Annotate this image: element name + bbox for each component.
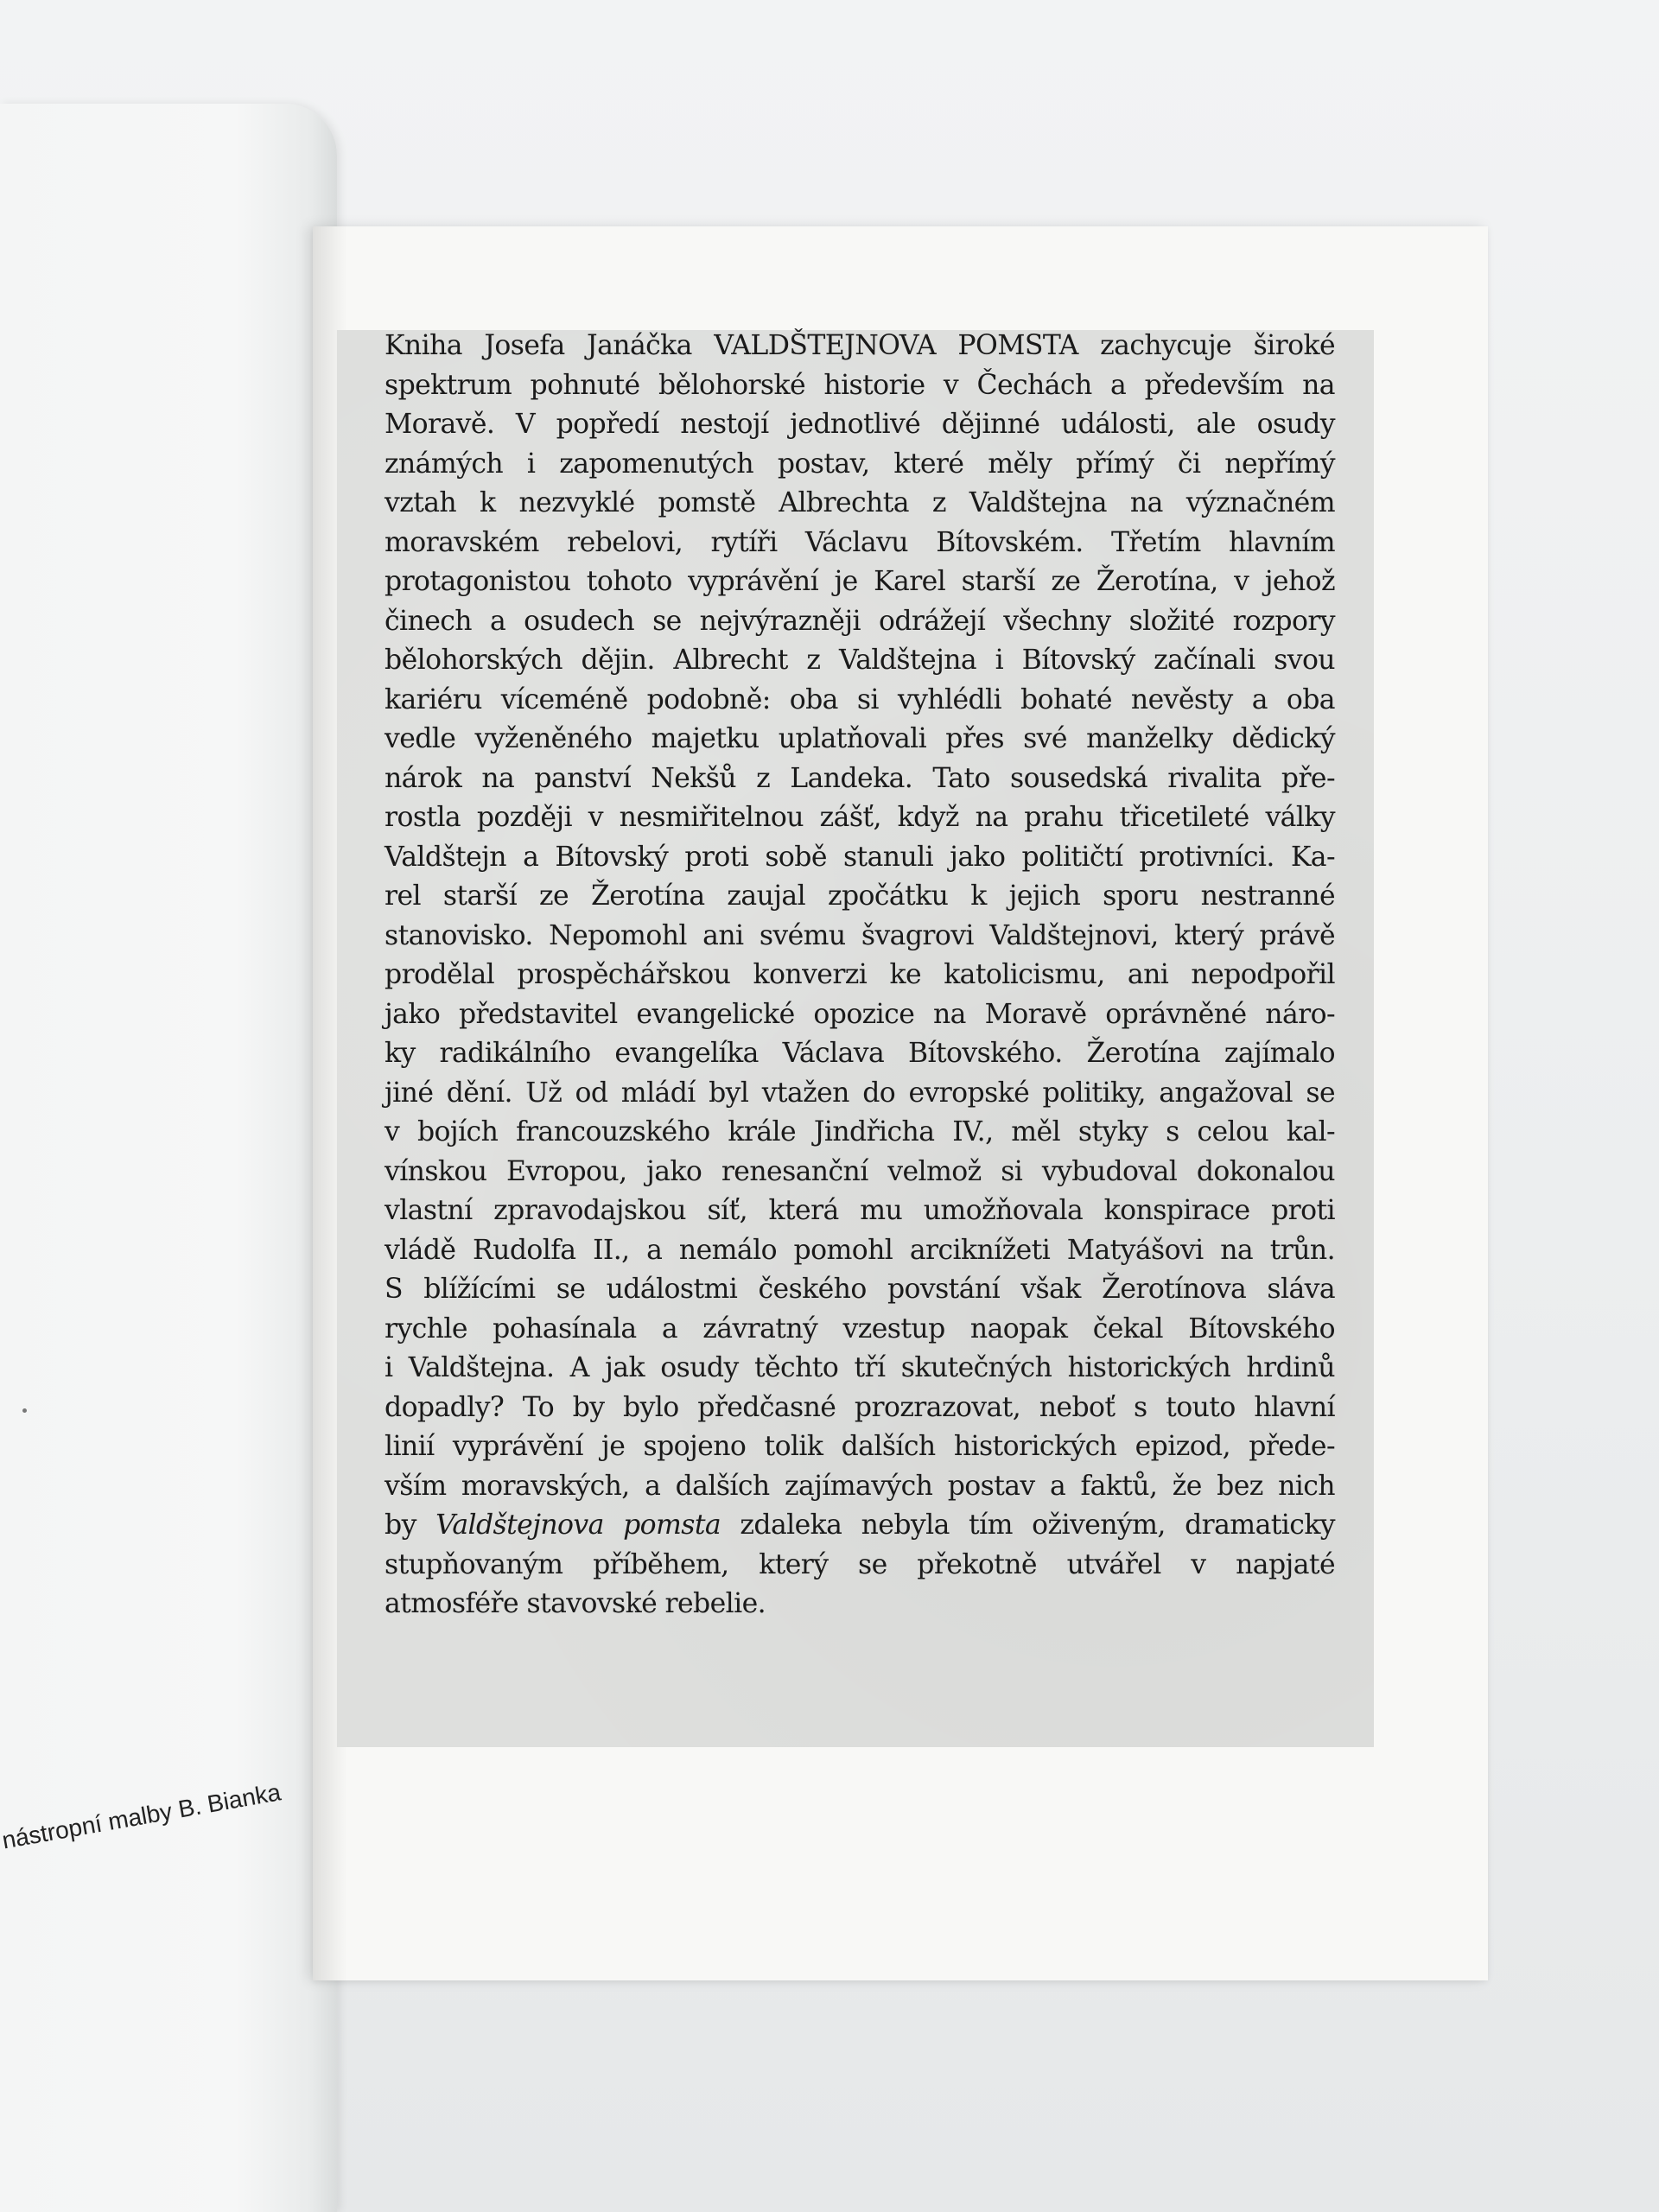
text-line: jiné dění. Už od mládí byl vtažen do evropské politiky, angažoval se — [385, 1077, 1335, 1109]
text-line: stanovisko. Nepomohl ani svému švagrovi Valdštejnovi, který právě — [385, 919, 1335, 951]
text-line: jako představitel evangelické opozice na Moravě oprávněné náro- — [385, 998, 1335, 1030]
blurb-text — [385, 327, 1335, 1624]
left-page-caption: nástropní malby B. Bianka — [0, 1778, 283, 1854]
text-line: by Valdštejnova pomsta zdaleka nebyla tím oživeným, dramaticky — [385, 1510, 1336, 1541]
text-line: nárok na panství Nekšů z Landeka. Tato sousedská rivalita pře- — [385, 762, 1335, 794]
text-line: vztah k nezvyklé pomstě Albrechta z Valdštejna na význačném — [385, 487, 1335, 518]
text-line: činech a osudech se nejvýrazněji odrážejí všechny složité rozpory — [385, 605, 1335, 637]
book-title-italic: Valdštejnova pomsta — [435, 1510, 721, 1541]
text-line: S blížícími se událostmi českého povstání však Žerotínova sláva — [385, 1274, 1335, 1305]
text-line: vedle vyženěného majetku uplatňovali přes své manželky dědický — [385, 723, 1335, 754]
text-line: spektrum pohnuté bělohorské historie v Čechách a především na — [385, 369, 1335, 401]
text-line: ky radikálního evangelíka Václava Bítovského. Žerotína zajímalo — [385, 1038, 1335, 1069]
text-line: rel starší ze Žerotína zaujal zpočátku k jejich sporu nestranné — [385, 880, 1335, 912]
text-line: v bojích francouzského krále Jindřicha IV., měl styky s celou kal- — [385, 1116, 1335, 1147]
page-speck — [22, 1408, 27, 1413]
text-line: kariéru víceméně podobně: oba si vyhlédli bohaté nevěsty a oba — [385, 683, 1335, 715]
text-line: i Valdštejna. A jak osudy těchto tří skutečných historických hrdinů — [385, 1352, 1335, 1383]
text-line: dopadly? To by bylo předčasné prozrazovat, neboť s touto hlavní — [385, 1391, 1335, 1423]
text-line: stupňovaným příběhem, který se překotně utvářel v napjaté — [385, 1548, 1335, 1580]
text-line: rostla později v nesmiřitelnou zášť, když na prahu třicetileté války — [385, 802, 1335, 833]
text-line: vládě Rudolfa II., a nemálo pomohl arciknížeti Matyášovi na trůn. — [385, 1234, 1335, 1266]
text-line: známých i zapomenutých postav, které měly přímý či nepřímý — [385, 448, 1335, 480]
text-line: linií vyprávění je spojeno tolik dalších historických epizod, přede- — [385, 1431, 1335, 1462]
text-line: moravském rebelovi, rytíři Václavu Bítovském. Třetím hlavním — [385, 526, 1335, 558]
text-line: prodělal prospěchářskou konverzi ke katolicismu, ani nepodpořil — [385, 959, 1335, 990]
text-line: bělohorských dějin. Albrecht z Valdštejna i Bítovský začínali svou — [385, 645, 1335, 676]
left-page — [0, 104, 337, 2212]
text-line: protagonistou tohoto vyprávění je Karel starší ze Žerotína, v jehož — [385, 566, 1335, 597]
text-line: vlastní zpravodajskou síť, která mu umožňovala konspirace proti — [385, 1195, 1335, 1226]
text-line: rychle pohasínala a závratný vzestup naopak čekal Bítovského — [385, 1313, 1335, 1344]
text-line: vším moravských, a dalších zajímavých postav a faktů, že bez nich — [385, 1470, 1335, 1502]
text-line: atmosféře stavovské rebelie. — [385, 1588, 766, 1619]
text-line: Kniha Josefa Janáčka VALDŠTEJNOVA POMSTA zachycuje široké — [385, 330, 1335, 361]
text-line: Valdštejn a Bítovský proti sobě stanuli jako političtí protivníci. Ka- — [385, 841, 1335, 873]
text-line: vínskou Evropou, jako renesanční velmož si vybudoval dokonalou — [385, 1155, 1335, 1187]
text-line: Moravě. V popředí nestojí jednotlivé dějinné události, ale osudy — [385, 409, 1335, 440]
